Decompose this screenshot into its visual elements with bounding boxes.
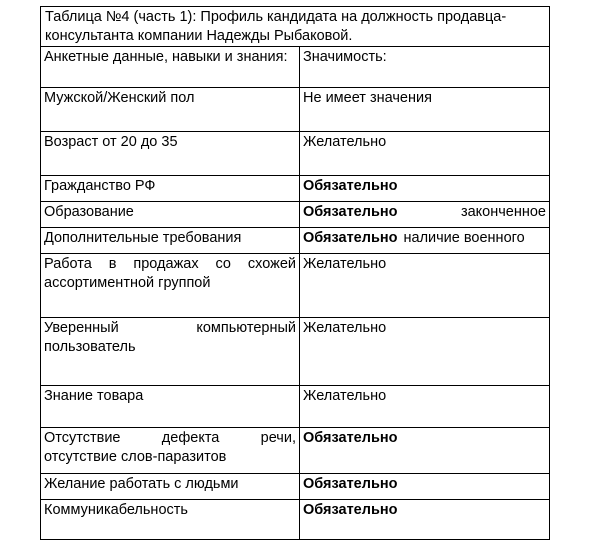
header-attribute-cell: Анкетные данные, навыки и знания: xyxy=(41,47,300,87)
importance-cell xyxy=(300,201,550,227)
importance-cell xyxy=(300,385,550,427)
importance-cell xyxy=(300,227,550,253)
importance-value: Не имеет значения xyxy=(303,89,432,106)
table-row xyxy=(41,175,549,201)
attribute-cell: Работа в продажах со схожей ассортиментной группой xyxy=(41,253,300,317)
table-row xyxy=(41,131,549,175)
table-row xyxy=(41,499,549,539)
importance-value: Желательно xyxy=(303,319,387,336)
table-header-row xyxy=(41,47,549,87)
table-row xyxy=(41,427,549,473)
importance-cell xyxy=(300,175,550,201)
importance-value: Желательно xyxy=(303,387,387,404)
attribute-cell: Возраст от 20 до 35 xyxy=(41,131,300,175)
candidate-profile-document xyxy=(40,6,550,540)
importance-cell xyxy=(300,131,550,175)
importance-value: Обязательно xyxy=(303,229,398,246)
importance-value: Обязательно xyxy=(303,475,398,492)
importance-note: законченное xyxy=(460,203,546,220)
importance-note: наличие военного xyxy=(403,229,525,246)
header-importance-cell: Значимость: xyxy=(300,47,550,87)
importance-cell xyxy=(300,87,550,131)
table-caption: Таблица №4 (часть 1): Профиль кандидата на должность продавца-консультанта компании Надежды Рыбаковой. xyxy=(41,7,549,47)
candidate-profile-table xyxy=(41,47,549,540)
importance-value: Желательно xyxy=(303,255,387,272)
attribute-cell: Коммуникабельность xyxy=(41,499,300,539)
importance-value: Обязательно xyxy=(303,177,398,194)
attribute-cell: Отсутствие дефекта речи, отсутствие слов-паразитов xyxy=(41,427,300,473)
table-row xyxy=(41,317,549,385)
attribute-cell: Дополнительные требования xyxy=(41,227,300,253)
attribute-cell: Знание товара xyxy=(41,385,300,427)
importance-value: Желательно xyxy=(303,133,387,150)
table-row xyxy=(41,201,549,227)
table-row xyxy=(41,385,549,427)
attribute-cell: Образование xyxy=(41,201,300,227)
importance-value: Обязательно xyxy=(303,429,398,446)
importance-value: Обязательно xyxy=(303,203,398,220)
attribute-cell: Желание работать с людьми xyxy=(41,473,300,499)
importance-cell xyxy=(300,473,550,499)
importance-cell xyxy=(300,499,550,539)
importance-cell xyxy=(300,427,550,473)
importance-cell xyxy=(300,317,550,385)
importance-value: Обязательно xyxy=(303,501,398,518)
table-row xyxy=(41,253,549,317)
table-row xyxy=(41,473,549,499)
attribute-cell: Уверенный компьютерный пользователь xyxy=(41,317,300,385)
importance-cell xyxy=(300,253,550,317)
table-row xyxy=(41,227,549,253)
attribute-cell: Мужской/Женский пол xyxy=(41,87,300,131)
table-row xyxy=(41,87,549,131)
attribute-cell: Гражданство РФ xyxy=(41,175,300,201)
